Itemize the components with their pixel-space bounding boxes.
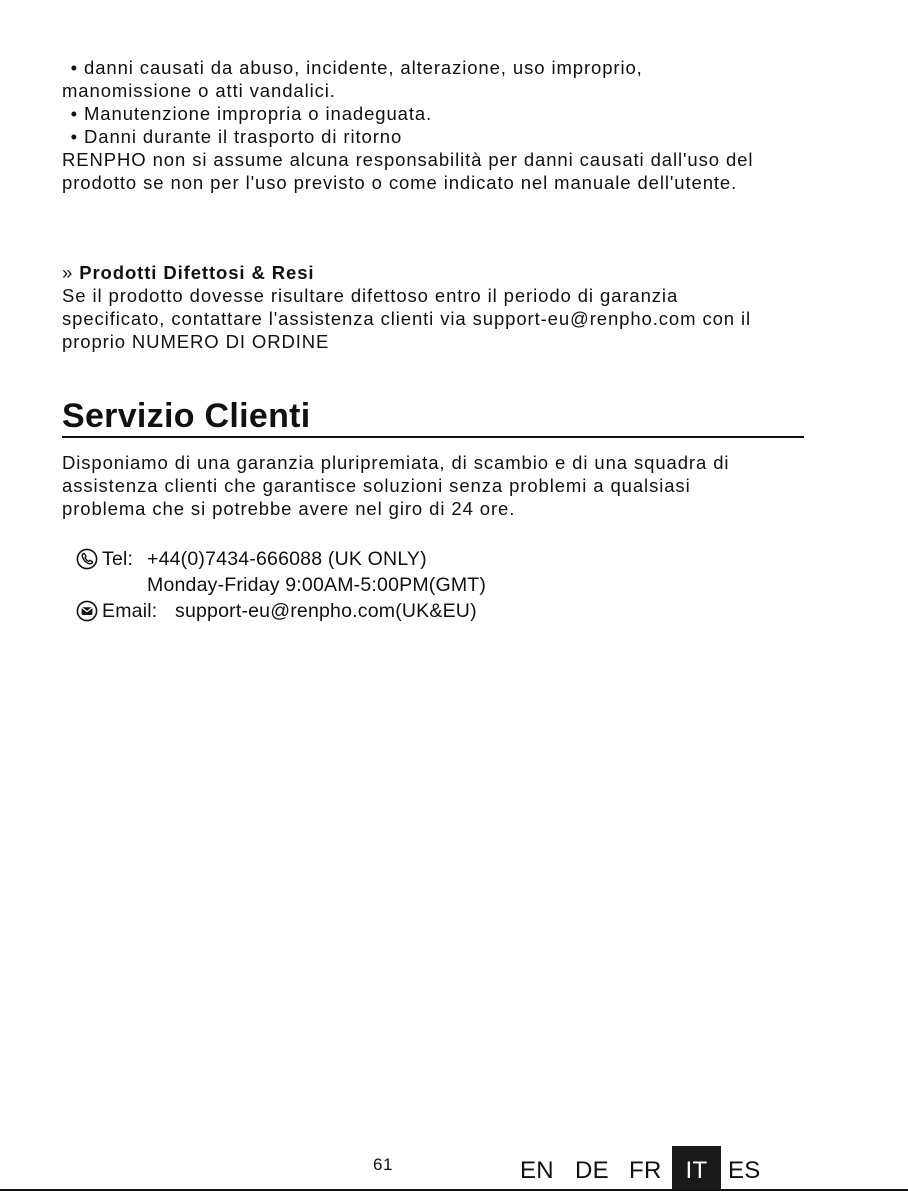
phone-icon <box>76 548 98 570</box>
tab-language-es[interactable]: ES <box>728 1157 761 1184</box>
paragraph-line: Se il prodotto dovesse risultare difettoso entro il periodo di garanzia <box>62 285 679 306</box>
tab-language-it[interactable]: IT <box>672 1146 721 1190</box>
bullet: • <box>70 103 78 124</box>
list-item-text: Danni durante il trasporto di ritorno <box>84 126 403 147</box>
tel-label: Tel: <box>102 548 134 570</box>
email-link[interactable]: support-eu@renpho.com(UK&EU) <box>175 600 477 622</box>
email-icon <box>76 600 98 622</box>
list-item-continuation: manomissione o atti vandalici. <box>62 80 336 101</box>
support-hours: Monday-Friday 9:00AM-5:00PM(GMT) <box>147 574 487 596</box>
page-title: Servizio Clienti <box>62 396 804 438</box>
chevron-marker-icon: » <box>62 262 74 283</box>
paragraph-line-text: specificato, contattare l'assistenza clienti via support-eu@renpho.com con il <box>62 308 752 329</box>
list-item <box>62 56 842 79</box>
list-item-text: Manutenzione impropria o inadeguata. <box>84 103 433 124</box>
exclusions-block <box>62 56 842 194</box>
paragraph-line: Disponiamo di una garanzia pluripremiata, di scambio e di una squadra di <box>62 452 730 473</box>
tab-language-fr[interactable]: FR <box>629 1157 662 1184</box>
section-heading-text: Prodotti Difettosi & Resi <box>79 262 315 283</box>
liability-note-line: prodotto se non per l'uso previsto o come indicato nel manuale dell'utente. <box>62 172 738 193</box>
section-heading <box>62 261 852 284</box>
tab-language-en[interactable]: EN <box>520 1157 554 1184</box>
paragraph-line <box>62 307 852 330</box>
tel-number-link[interactable]: +44(0)7434-666088 (UK ONLY) <box>147 548 427 570</box>
bullet: • <box>70 126 78 147</box>
bullet: • <box>70 57 78 78</box>
defective-section <box>62 261 852 353</box>
list-item-text: danni causati da abuso, incidente, alterazione, uso improprio, <box>84 57 643 78</box>
list-item <box>62 102 842 125</box>
footer-divider <box>0 1189 908 1191</box>
list-item <box>62 125 842 148</box>
paragraph-line: assistenza clienti che garantisce soluzioni senza problemi a qualsiasi <box>62 475 691 496</box>
email-label: Email: <box>102 600 158 622</box>
liability-note-line: RENPHO non si assume alcuna responsabilità per danni causati dall'uso del <box>62 149 754 170</box>
customer-service-paragraph <box>62 451 852 520</box>
paragraph-line: proprio NUMERO DI ORDINE <box>62 331 330 352</box>
paragraph-line: problema che si potrebbe avere nel giro di 24 ore. <box>62 498 516 519</box>
page-number: 61 <box>373 1155 393 1174</box>
tab-language-de[interactable]: DE <box>575 1157 609 1184</box>
